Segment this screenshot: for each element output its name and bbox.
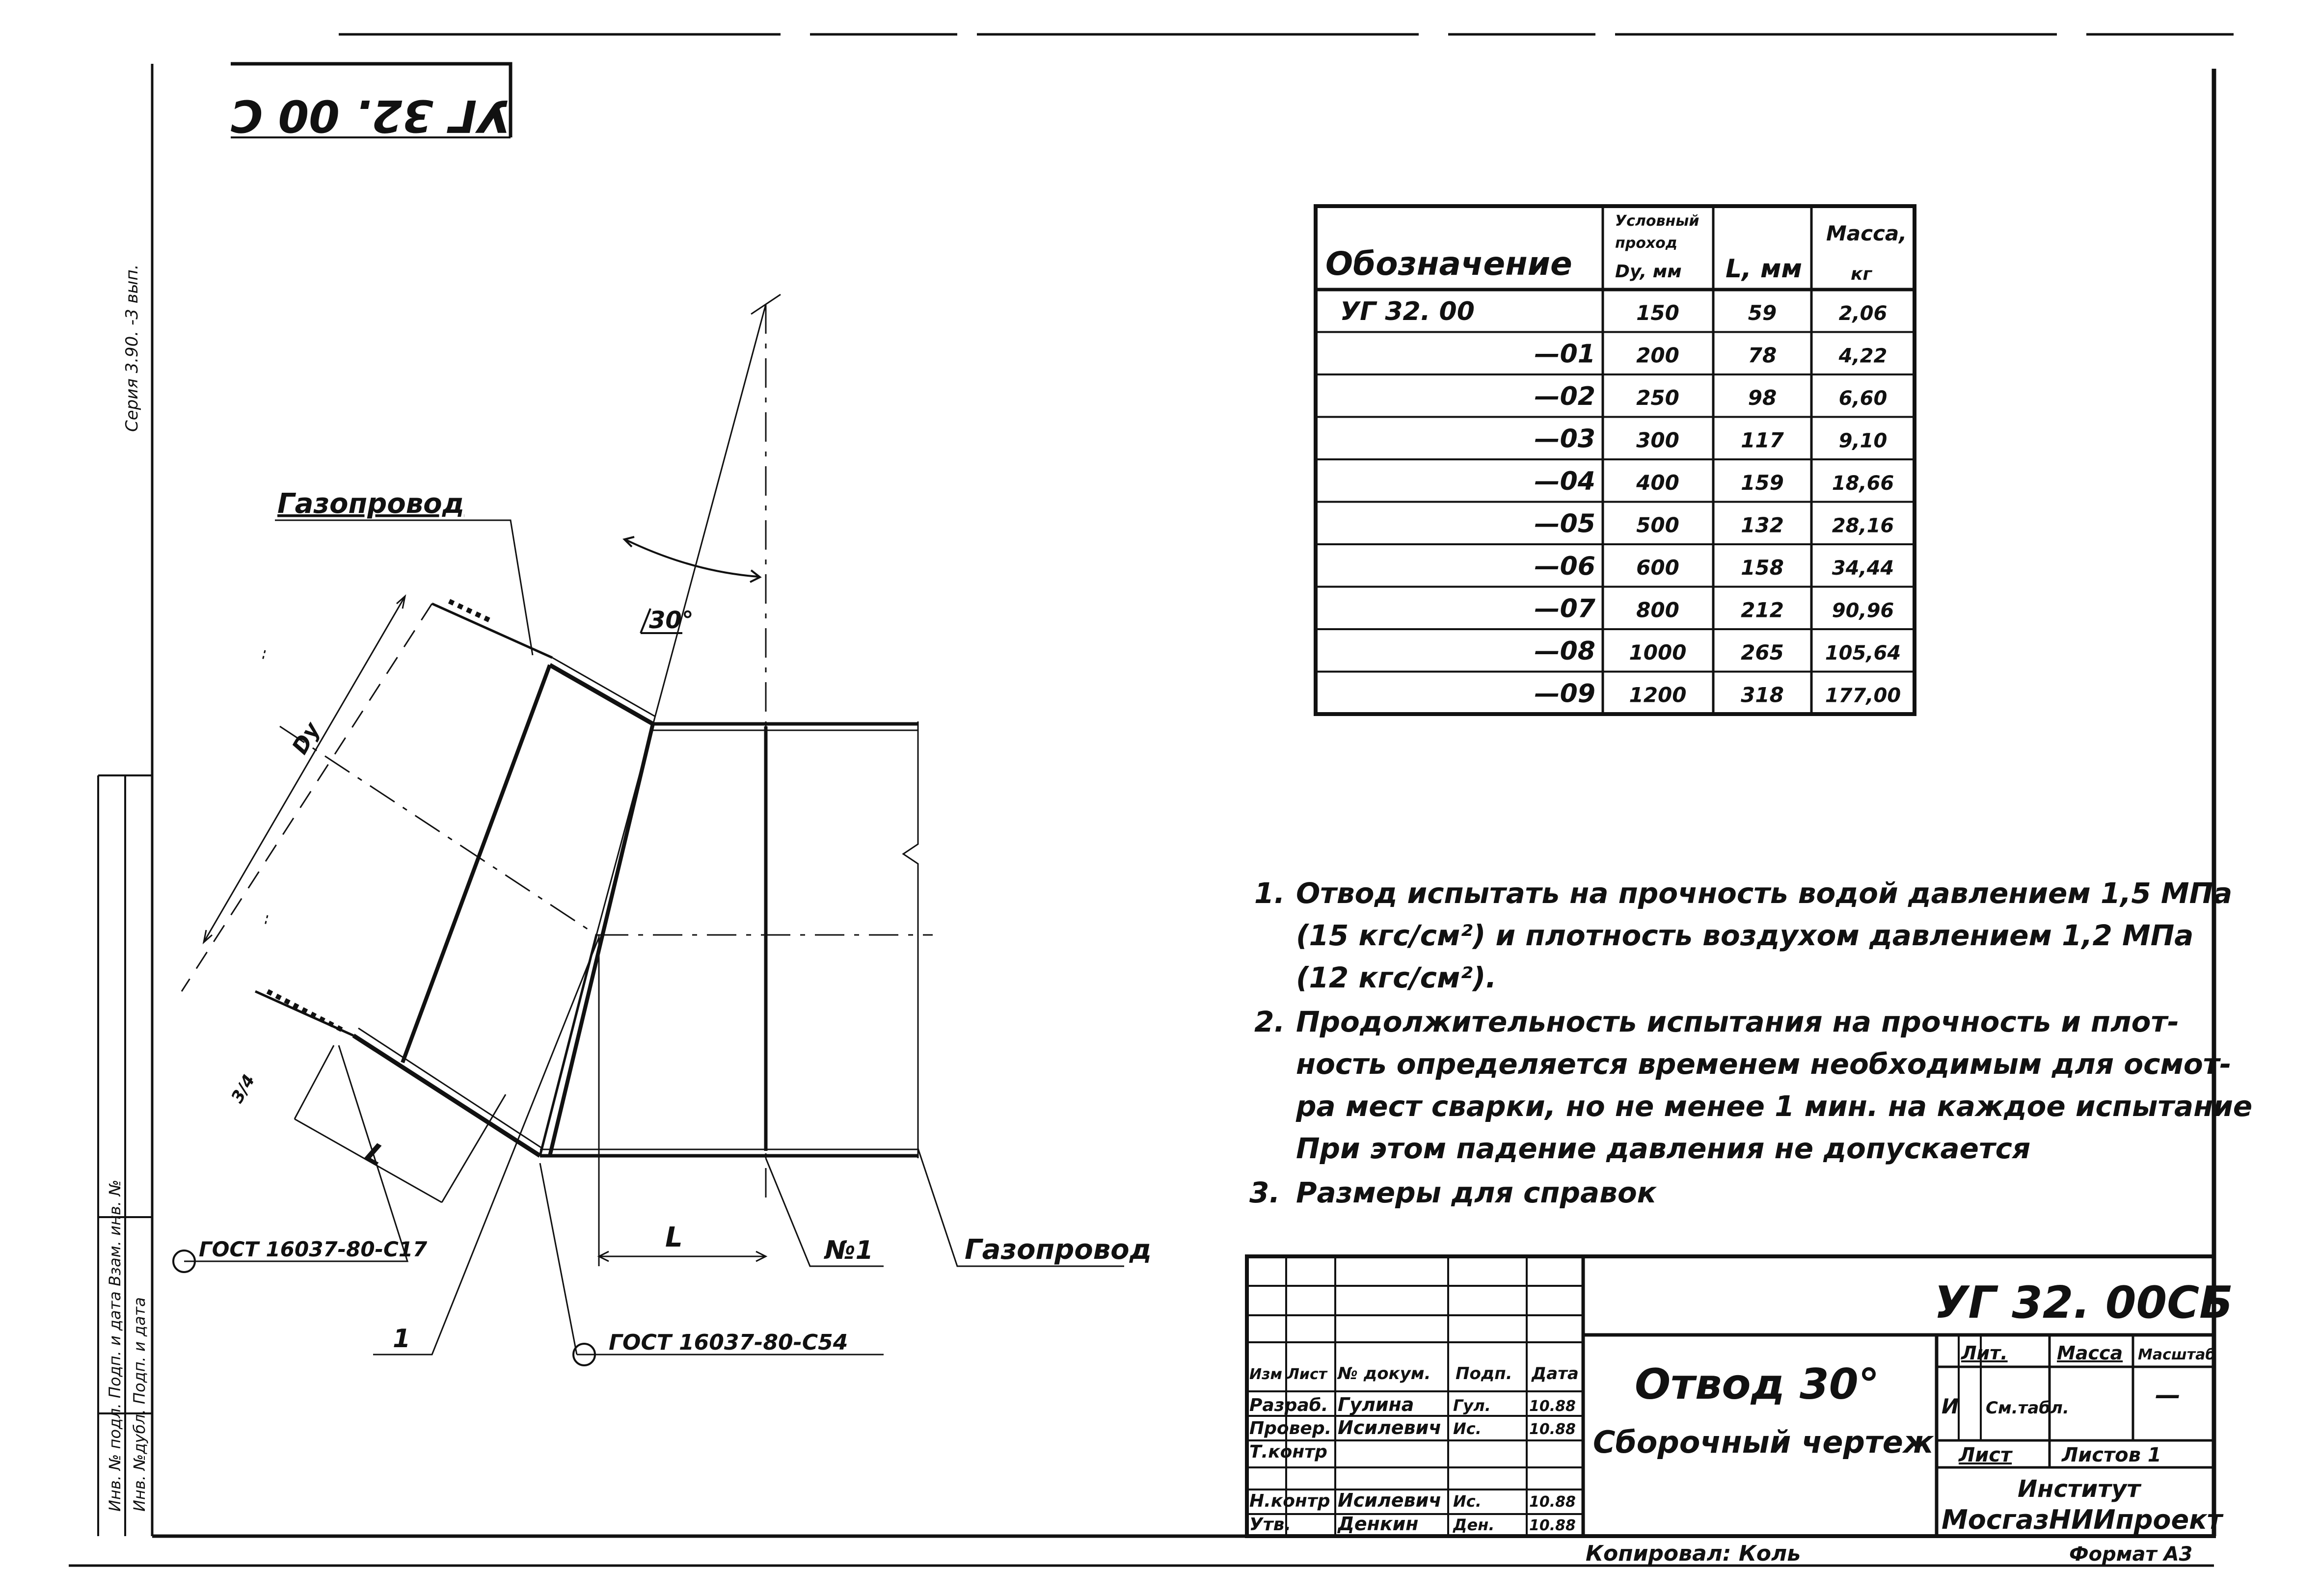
tb-col-ndoc: № докум. (1338, 1364, 1431, 1383)
sheet-format: Формат А3 (2069, 1543, 2193, 1566)
drawing-labels (199, 488, 1152, 1355)
sheet-label: Лист (1959, 1444, 2012, 1466)
left-pipe-top (432, 604, 552, 658)
tb-role: Провер. (1249, 1418, 1332, 1438)
note-number: 3. (1249, 1176, 1280, 1209)
table-cell-designation: —06 (1534, 552, 1595, 581)
label-length-left: L (360, 1136, 391, 1173)
table-cell-designation: —02 (1534, 382, 1595, 411)
tb-col-date: Дата (1532, 1364, 1579, 1383)
table-cell-mass: 105,64 (1825, 642, 1901, 665)
note-line: (15 кгс/см²) и плотность воздухом давлением 1,2 МПа (1296, 919, 2194, 952)
tb-name: Исилевич (1338, 1490, 1442, 1511)
elbow-assembly (173, 294, 1124, 1365)
tb-date: 10.88 (1529, 1421, 1576, 1438)
side-series-text: Серия 3.90. -3 вып. (122, 264, 142, 432)
table-cell-length: 212 (1741, 598, 1784, 622)
table-cell-designation: —07 (1534, 594, 1595, 624)
table-cell-length: 265 (1741, 640, 1784, 665)
tb-sign: Ис. (1453, 1492, 1482, 1511)
header-mass-line2: кг (1851, 264, 1872, 284)
table-cell-dn: 1000 (1629, 640, 1687, 665)
top-stamp (230, 64, 511, 141)
tb-role: Т.контр (1249, 1442, 1327, 1462)
table-cell-designation: —08 (1534, 637, 1595, 666)
tb-col-izm: Изм (1249, 1366, 1283, 1383)
pipe-break (903, 721, 918, 1158)
drawing-title: Отвод 30° (1635, 1360, 1880, 1409)
table-cell-mass: 34,44 (1832, 557, 1894, 580)
mass-label: Масса (2057, 1342, 2123, 1364)
table-cell-length: 132 (1741, 513, 1784, 537)
table-cell-dn: 400 (1636, 471, 1679, 495)
side-inv-text: Инв. № подл. Подп. и дата Взам. инв. № (106, 1179, 124, 1512)
header-designation: Обозначение (1325, 245, 1572, 283)
left-centreline (280, 726, 596, 935)
copied-by: Копировал: Коль (1586, 1541, 1801, 1566)
table-cell-length: 159 (1741, 471, 1784, 495)
note-line: Размеры для справок (1296, 1176, 1657, 1209)
table-cell-dn: 1200 (1629, 683, 1687, 707)
table-cell-mass: 9,10 (1838, 429, 1888, 452)
sheets-label: Листов 1 (2062, 1444, 2161, 1466)
label-length-bottom: L (665, 1222, 683, 1253)
table-cell-length: 98 (1748, 386, 1777, 410)
table-cell-designation: —09 (1534, 679, 1595, 709)
org-line1: Институт (2018, 1475, 2141, 1503)
note-line: ра мест сварки, но не менее 1 мин. на каждое испытание (1296, 1090, 2253, 1123)
table-cell-mass: 18,66 (1832, 472, 1894, 495)
scale-value: — (2155, 1381, 2181, 1410)
label-gost-c54: ГОСТ 16037-80-С54 (609, 1330, 848, 1355)
table-cell-mass: 28,16 (1832, 514, 1894, 537)
table-cell-length: 318 (1741, 683, 1784, 707)
table-cell-mass: 90,96 (1832, 599, 1894, 622)
tb-date: 10.88 (1529, 1493, 1576, 1511)
angle-arc (626, 540, 758, 577)
table-cell-mass: 6,60 (1838, 387, 1888, 410)
tb-sign: Ис. (1453, 1419, 1482, 1438)
table-cell-dn: 200 (1636, 343, 1679, 368)
header-length: L, мм (1726, 254, 1802, 284)
table-cell-designation: —04 (1534, 467, 1595, 496)
tb-role: Утв. (1249, 1515, 1292, 1535)
segment-edge-mid (550, 724, 653, 1156)
drawing-subtitle: Сборочный чертеж (1593, 1424, 1934, 1460)
tb-role: Н.контр (1249, 1491, 1330, 1511)
table-cell-designation: —05 (1534, 509, 1595, 539)
note-line: ность определяется временем необходимым для осмот- (1296, 1047, 2232, 1081)
segment-edge-outer (403, 665, 550, 1063)
tb-date: 10.88 (1529, 1398, 1576, 1415)
doc-code: УГ 32. 00СБ (1934, 1277, 2233, 1329)
note-line: (12 кгс/см²). (1296, 961, 1497, 994)
lower-elbow-wall (353, 1036, 540, 1156)
tb-col-sign: Подп. (1456, 1364, 1512, 1383)
tb-name: Денкин (1338, 1513, 1419, 1535)
leader-pipeline-left (275, 520, 533, 655)
table-cell-length: 59 (1748, 301, 1777, 325)
label-item-1: 1 (393, 1324, 411, 1354)
label-pipeline-right: Газопровод (965, 1234, 1152, 1266)
label-gost-c17: ГОСТ 16037-80-С17 (199, 1237, 428, 1261)
note-number: 1. (1254, 877, 1285, 910)
top-stamp-text: УГ 32. 00 С (230, 90, 511, 141)
table-cell-dn: 250 (1636, 386, 1679, 410)
tb-name: Исилевич (1338, 1417, 1442, 1438)
lit-label: Лит. (1961, 1342, 2008, 1364)
lit-value: И (1942, 1394, 1959, 1418)
tb-col-list: Лист (1287, 1366, 1327, 1383)
table-cell-designation: —03 (1534, 424, 1595, 454)
table-cell-dn: 300 (1636, 428, 1679, 452)
table-cell-mass: 4,22 (1838, 345, 1888, 368)
table-cell-designation: —01 (1534, 339, 1595, 369)
scale-label: Масштаб (2138, 1346, 2216, 1363)
label-item-no1: №1 (825, 1236, 873, 1265)
label-dy: Dy (287, 718, 325, 759)
tb-name: Гулина (1338, 1394, 1414, 1415)
table-cell-length: 158 (1741, 556, 1784, 580)
spec-table-headers (1325, 213, 1907, 284)
header-dn-line2: проход (1615, 235, 1678, 252)
table-cell-dn: 150 (1636, 301, 1679, 325)
label-weld-mark: 3/4 (227, 1071, 259, 1107)
label-angle: 30° (649, 607, 694, 634)
header-dn-line3: Dy, мм (1615, 262, 1682, 282)
left-pipe-dash-1 (182, 604, 432, 991)
header-dn-line1: Условный (1615, 213, 1700, 230)
table-cell-mass: 2,06 (1838, 302, 1888, 325)
side-stamp (98, 264, 152, 1536)
note-line: При этом падение давления не допускается (1296, 1132, 2031, 1165)
note-number: 2. (1254, 1005, 1285, 1038)
table-cell-dn: 800 (1636, 598, 1679, 622)
tb-sign: Гул. (1453, 1396, 1491, 1415)
table-cell-mass: 177,00 (1825, 684, 1901, 707)
header-mass-line1: Масса, (1826, 221, 1907, 245)
upper-elbow-wall (550, 665, 653, 724)
note-line: Отвод испытать на прочность водой давлением 1,5 МПа (1296, 877, 2233, 910)
tb-role: Разраб. (1249, 1395, 1328, 1415)
table-cell-length: 117 (1741, 428, 1784, 452)
note-line: Продолжительность испытания на прочность и плот- (1296, 1005, 2180, 1038)
label-pipeline-left: Газопровод (277, 488, 464, 520)
side-copy-text: Инв. №дубл. Подп. и дата (130, 1297, 149, 1512)
table-cell-dn: 600 (1636, 556, 1679, 580)
mass-value: См.табл. (1986, 1398, 2069, 1418)
table-cell-dn: 500 (1636, 513, 1679, 537)
technical-notes (1249, 877, 2252, 1209)
org-line2: МосгазНИИпроект (1942, 1504, 2223, 1535)
tb-sign: Ден. (1453, 1516, 1495, 1534)
table-cell-designation: УГ 32. 00 (1340, 297, 1475, 326)
tb-date: 10.88 (1529, 1517, 1576, 1534)
table-cell-length: 78 (1748, 343, 1777, 368)
